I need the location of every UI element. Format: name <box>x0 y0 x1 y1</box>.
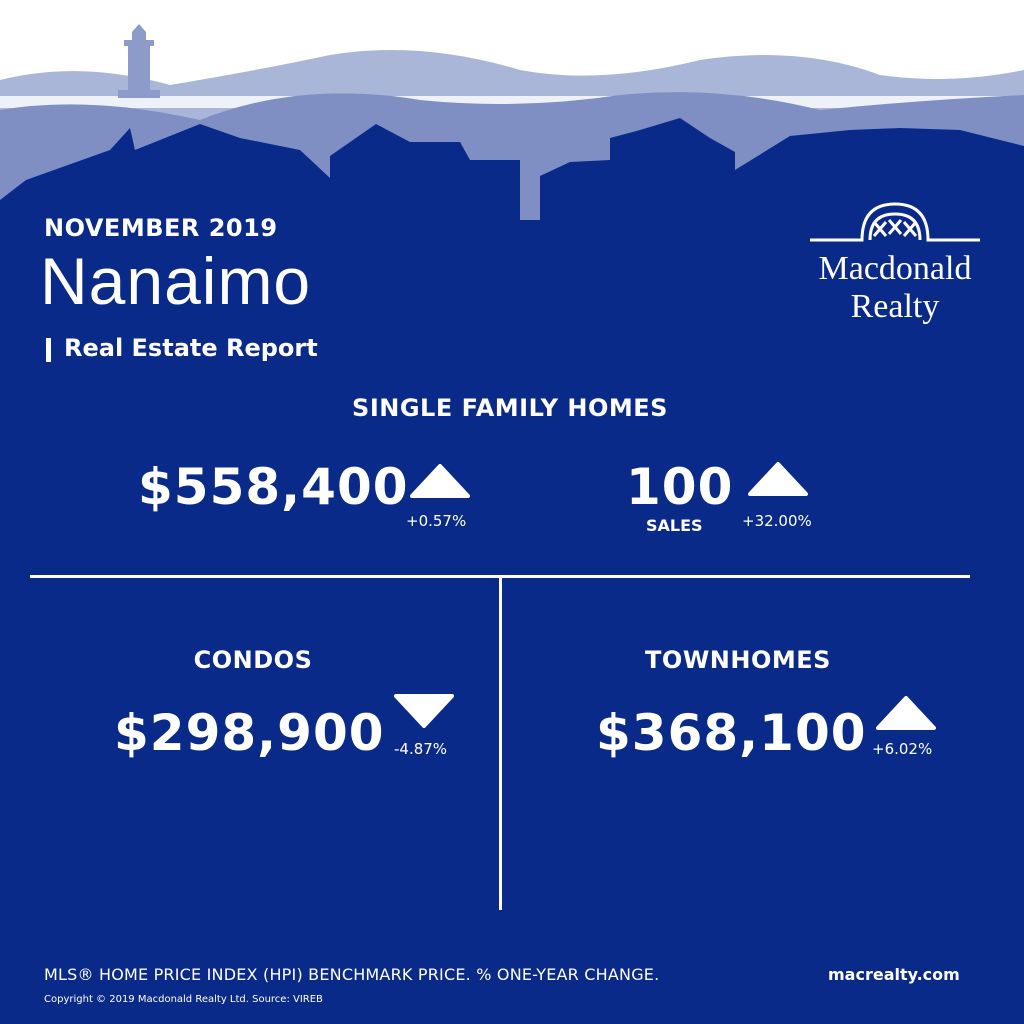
logo-text-line1: Macdonald <box>818 250 972 287</box>
single-family-price-change: +0.57% <box>406 512 467 530</box>
single-family-price: $558,400 <box>138 458 409 516</box>
report-month: NOVEMBER 2019 <box>44 214 278 242</box>
single-family-title: SINGLE FAMILY HOMES <box>352 394 668 422</box>
single-family-price-up-icon <box>408 462 472 498</box>
report-subtitle: Real Estate Report <box>64 334 318 362</box>
vertical-divider <box>499 578 502 910</box>
townhomes-up-icon <box>874 694 938 730</box>
single-family-sales-label: SALES <box>646 516 703 535</box>
website-link[interactable]: macrealty.com <box>828 965 960 984</box>
logo-emblem-icon <box>800 196 990 248</box>
single-family-sales-up-icon <box>746 460 810 496</box>
single-family-sales-change: +32.00% <box>742 512 812 530</box>
logo-text-line2: Realty <box>850 288 940 325</box>
copyright: Copyright © 2019 Macdonald Realty Ltd. Source: VIREB <box>44 994 323 1005</box>
subtitle-accent-bar <box>46 338 51 362</box>
skyline-illustration <box>0 0 1024 220</box>
single-family-sales-count: 100 <box>626 458 734 516</box>
townhomes-change: +6.02% <box>872 740 933 758</box>
condos-title: CONDOS <box>193 646 313 674</box>
footnote: MLS® HOME PRICE INDEX (HPI) BENCHMARK PRICE. % ONE-YEAR CHANGE. <box>44 965 660 984</box>
condos-price: $298,900 <box>114 704 385 762</box>
townhomes-title: TOWNHOMES <box>645 646 831 674</box>
condos-change: -4.87% <box>394 740 448 758</box>
townhomes-price: $368,100 <box>596 704 867 762</box>
condos-down-icon <box>392 694 456 730</box>
city-name: Nanaimo <box>40 244 312 318</box>
brand-logo <box>800 196 990 336</box>
